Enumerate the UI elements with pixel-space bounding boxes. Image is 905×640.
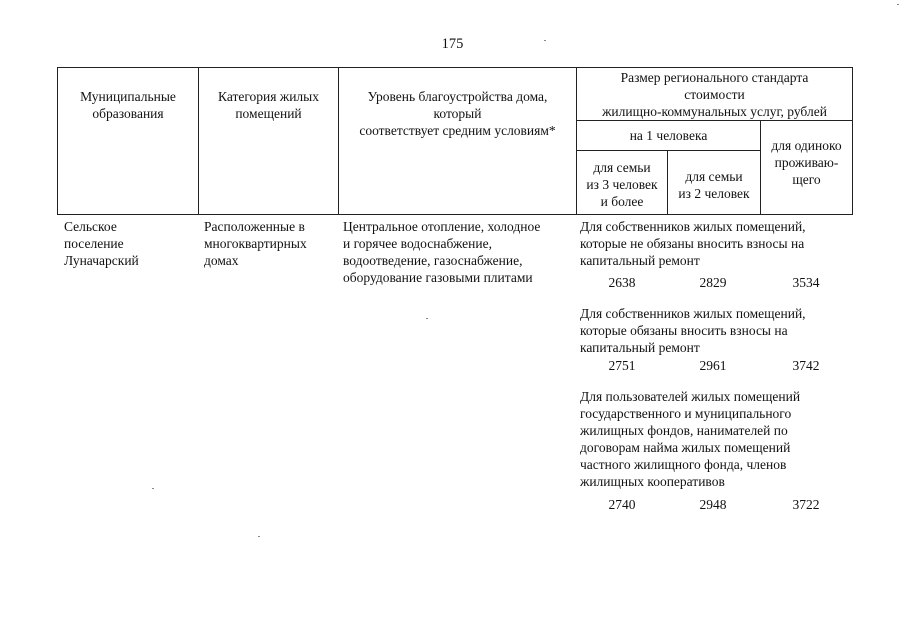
row-amenity-level: Центральное отопление, холодное и горячее водоснабжение, водоотведение, газоснабжение, оборудование газовыми плитами — [343, 219, 541, 285]
row-category: Расположенные в многоквартирных домах — [204, 219, 307, 268]
group-label-obliged: Для собственников жилых помещений, которые обязаны вносить взносы на капитальный ремонт — [580, 306, 806, 355]
header-family-2: для семьи из 2 человек — [678, 169, 750, 201]
value-family-2: 2961 — [699, 358, 727, 373]
header-amenity-level: Уровень благоустройства дома, который соответствует средним условиям* — [359, 89, 556, 138]
value-single: 3722 — [792, 497, 820, 512]
value-family-3: 2638 — [608, 275, 636, 290]
value-single: 3534 — [792, 275, 820, 290]
header-municipality: Муниципальные образования — [80, 89, 176, 121]
header-category: Категория жилых помещений — [218, 89, 319, 121]
header-family-3: для семьи из 3 человек и более — [586, 160, 658, 209]
value-single: 3742 — [792, 358, 820, 373]
header-single-resident: для одиноко проживаю- щего — [771, 138, 842, 187]
group-label-users: Для пользователей жилых помещений государственного и муниципального жилищных фондов, нанимателей по договорам найма жилых помещений частного жилищного фонда, членов жилищных кооперативов — [580, 389, 801, 489]
value-family-3: 2740 — [608, 497, 636, 512]
row-municipality: Сельское поселение Луначарский — [64, 219, 139, 268]
value-family-3: 2751 — [608, 358, 636, 373]
header-per-person: на 1 человека — [629, 128, 708, 143]
value-family-2: 2829 — [699, 275, 727, 290]
group-label-not-obliged: Для собственников жилых помещений, которые не обязаны вносить взносы на капитальный ремонт — [580, 219, 806, 268]
value-family-2: 2948 — [699, 497, 727, 512]
header-standard-size: Размер регионального стандарта стоимости жилищно-коммунальных услуг, рублей — [602, 70, 827, 119]
page-number: 175 — [441, 36, 464, 52]
